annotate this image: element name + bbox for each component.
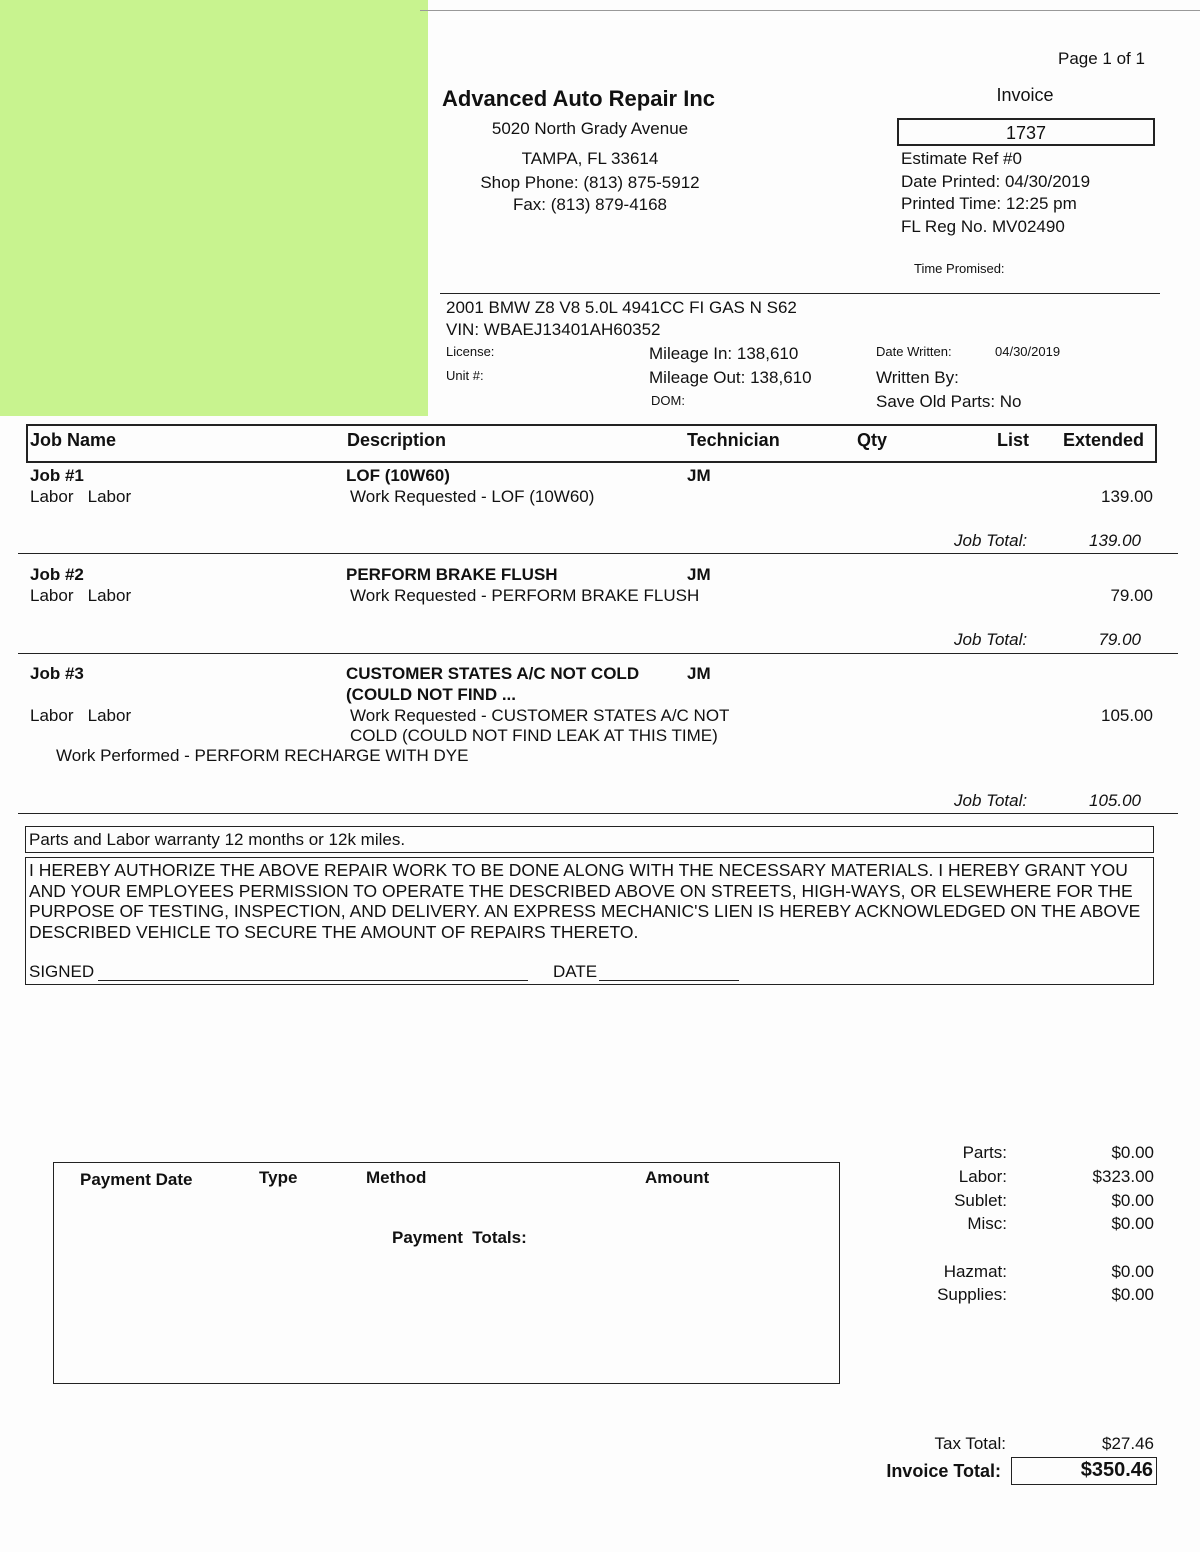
payment-col-type: Type <box>259 1168 298 1187</box>
warranty-text: Parts and Labor warranty 12 months or 12k miles. <box>29 830 406 849</box>
job-2-total: 79.00 <box>1098 630 1141 649</box>
job-1-request: Work Requested - LOF (10W60) <box>350 487 595 506</box>
summary-value-labor: $323.00 <box>1092 1167 1154 1186</box>
payment-totals-label: Payment Totals: <box>392 1228 527 1247</box>
summary-value-sublet: $0.00 <box>1111 1191 1154 1210</box>
job-3-name: Job #3 <box>30 664 84 683</box>
summary-label-supplies: Supplies: <box>937 1285 1007 1304</box>
job-1-title: LOF (10W60) <box>346 466 450 485</box>
col-qty: Qty <box>857 430 888 450</box>
date-written-label: Date Written: <box>876 344 952 359</box>
payment-col-amount: Amount <box>645 1168 710 1187</box>
col-list: List <box>997 430 1030 450</box>
dom-label: DOM: <box>651 393 685 408</box>
payment-col-date: Payment Date <box>80 1170 193 1189</box>
col-technician: Technician <box>687 430 780 450</box>
column-header <box>26 424 1157 463</box>
signature-line[interactable] <box>98 980 528 981</box>
job-1-total-label: Job Total: <box>954 531 1028 550</box>
printed-time: Printed Time: 12:25 pm <box>901 194 1077 213</box>
date-label: DATE <box>553 962 598 981</box>
tax-total-label: Tax Total: <box>934 1434 1006 1453</box>
job-3-amount: 105.00 <box>1101 706 1153 725</box>
tax-total-value: $27.46 <box>1102 1434 1154 1453</box>
invoice-total-value: $350.46 <box>1011 1457 1157 1485</box>
vehicle-description: 2001 BMW Z8 V8 5.0L 4941CC FI GAS N S62 <box>446 298 797 317</box>
summary-label-hazmat: Hazmat: <box>943 1262 1007 1281</box>
job-1-amount: 139.00 <box>1101 487 1153 506</box>
job-2-title: PERFORM BRAKE FLUSH <box>346 565 558 584</box>
job-3-request: Work Requested - CUSTOMER STATES A/C NOT <box>350 706 730 725</box>
payment-col-method: Method <box>366 1168 427 1187</box>
col-extended: Extended <box>1063 430 1145 450</box>
header-divider <box>440 293 1160 294</box>
shop-city: TAMPA, FL 33614 <box>521 149 659 168</box>
page-number: Page 1 of 1 <box>1058 49 1145 68</box>
job-3-performed: Work Performed - PERFORM RECHARGE WITH DYE <box>56 746 469 765</box>
written-by: Written By: <box>876 368 959 387</box>
col-description: Description <box>347 430 447 450</box>
shop-phone: Shop Phone: (813) 875-5912 <box>480 173 700 192</box>
job-3-title-cont: (COULD NOT FIND ... <box>346 685 516 704</box>
job-3-total: 105.00 <box>1089 791 1141 810</box>
estimate-ref: Estimate Ref #0 <box>901 149 1022 168</box>
top-edge-line <box>420 10 1200 11</box>
job-3-title: CUSTOMER STATES A/C NOT COLD <box>346 664 640 683</box>
job-2-divider <box>18 653 1178 654</box>
job-3-labor: Labor Labor <box>30 706 132 725</box>
summary-label-misc: Misc: <box>967 1214 1007 1233</box>
job-3-request-cont: COLD (COULD NOT FIND LEAK AT THIS TIME) <box>350 726 718 745</box>
job-3-total-label: Job Total: <box>954 791 1028 810</box>
shop-address: 5020 North Grady Avenue <box>491 119 689 138</box>
job-2-request: Work Requested - PERFORM BRAKE FLUSH <box>350 586 700 605</box>
fl-reg: FL Reg No. MV02490 <box>901 217 1065 236</box>
job-2-amount: 79.00 <box>1110 586 1153 605</box>
signed-label: SIGNED <box>29 962 95 981</box>
payment-box <box>53 1162 840 1384</box>
invoice-label: Invoice <box>996 85 1054 105</box>
time-promised: Time Promised: <box>914 261 1005 276</box>
unit-label: Unit #: <box>446 368 484 383</box>
summary-value-parts: $0.00 <box>1111 1143 1154 1162</box>
job-1-labor: Labor Labor <box>30 487 132 506</box>
date-printed: Date Printed: 04/30/2019 <box>901 172 1091 191</box>
job-2-labor: Labor Labor <box>30 586 132 605</box>
summary-value-hazmat: $0.00 <box>1111 1262 1154 1281</box>
shop-fax: Fax: (813) 879-4168 <box>512 195 668 214</box>
save-old-parts: Save Old Parts: No <box>876 392 1022 411</box>
date-line[interactable] <box>599 980 739 981</box>
mileage-out: Mileage Out: 138,610 <box>649 368 812 387</box>
vehicle-vin: VIN: WBAEJ13401AH60352 <box>446 320 661 339</box>
job-2-name: Job #2 <box>30 565 84 584</box>
invoice-total-label: Invoice Total: <box>886 1461 1001 1481</box>
date-written-value: 04/30/2019 <box>995 344 1061 359</box>
job-2-tech: JM <box>687 565 711 584</box>
summary-value-supplies: $0.00 <box>1111 1285 1154 1304</box>
mileage-in: Mileage In: 138,610 <box>649 344 799 363</box>
license-label: License: <box>446 344 495 359</box>
summary-label-labor: Labor: <box>958 1167 1007 1186</box>
authorization-text: I HEREBY AUTHORIZE THE ABOVE REPAIR WORK TO BE DONE ALONG WITH THE NECESSARY MATERIALS. I HEREBY GRANT YOU AND YOUR EMPLOYEES PERMISSION TO OPERATE THE DESCRIBED ABOVE ON STREETS, HIGH-WAYS, OR ELSEWHERE FOR THE PURPOSE OF TESTING, INSPECTION, AND DELIVERY. AN EXPRESS MECHANIC'S LIEN IS HEREBY ACKNOWLEDGED ON THE ABOVE DESCRIBED VEHICLE TO SECURE THE AMOUNT OF REPAIRS THERETO. <box>29 860 1141 942</box>
job-1-tech: JM <box>687 466 711 485</box>
invoice-number: 1737 <box>897 118 1155 146</box>
shop-name: Advanced Auto Repair Inc <box>442 86 716 111</box>
job-3-divider <box>18 813 1178 814</box>
sticky-note <box>0 0 428 416</box>
job-1-name: Job #1 <box>30 466 84 485</box>
job-2-total-label: Job Total: <box>954 630 1028 649</box>
summary-label-parts: Parts: <box>962 1143 1007 1162</box>
summary-value-misc: $0.00 <box>1111 1214 1154 1233</box>
job-1-total: 139.00 <box>1089 531 1141 550</box>
job-1-divider <box>18 553 1178 554</box>
job-3-tech: JM <box>687 664 711 683</box>
summary-label-sublet: Sublet: <box>954 1191 1007 1210</box>
col-job-name: Job Name <box>30 430 117 450</box>
